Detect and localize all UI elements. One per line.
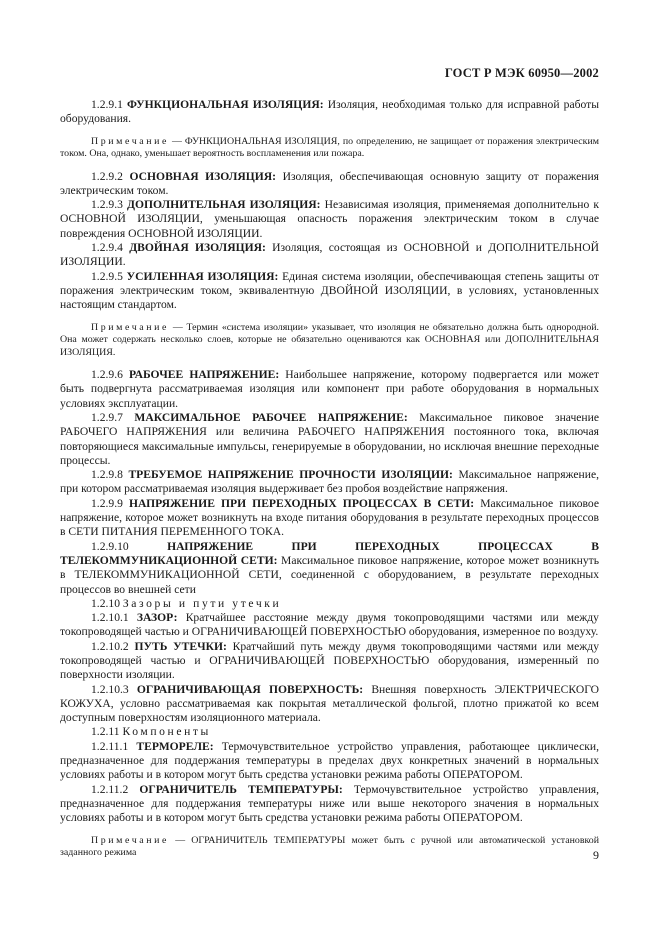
defined-term: ТЕРМОРЕЛЕ: — [136, 739, 214, 753]
clause-number: 1.2.9.5 — [91, 269, 123, 283]
definition-paragraph — [60, 740, 599, 783]
defined-term: НАПРЯЖЕНИЕ ПРИ ПЕРЕХОДНЫХ ПРОЦЕССАХ В ТЕЛЕКОММУНИКАЦИОННОЙ СЕТИ: — [60, 539, 599, 567]
definition-paragraph — [60, 170, 599, 199]
definition-text: Независимая изоляция, применяемая дополнительно к ОСНОВНОЙ ИЗОЛЯЦИИ, уменьшающая опасность поражения электрическим током в случае повреждения ОСНОВНОЙ ИЗОЛЯЦИИ. — [60, 198, 600, 240]
definition-paragraph — [60, 683, 599, 726]
definition-text: Максимальное пиковое значение РАБОЧЕГО НАПРЯЖЕНИЯ или величина РАБОЧЕГО НАПРЯЖЕНИЯ постоянного тока, включая повторяющиеся максимальные импульсы, генерируемые в оборудовании, но исключая внешние переходные процессы. — [60, 410, 599, 467]
clause-number: 1.2.9.6 — [91, 368, 123, 382]
definition-paragraph — [60, 241, 599, 270]
defined-term: ОГРАНИЧИТЕЛЬ ТЕМПЕРАТУРЫ: — [139, 782, 343, 796]
clause-number: 1.2.9.8 — [91, 468, 123, 482]
defined-term: ПУТЬ УТЕЧКИ: — [134, 639, 227, 653]
clause-number: 1.2.9.7 — [91, 410, 123, 424]
definition-paragraph — [60, 497, 599, 540]
definition-text: Термочувствительное устройство управления, предназначенное для поддержания температуры ниже или выше некоторого значения в нормальных условиях работы и в котором могут быть средства установки режима работы ОПЕРАТОРОМ. — [60, 782, 600, 825]
clause-number: 1.2.11.1 — [91, 739, 129, 753]
clause-number: 1.2.9.2 — [91, 169, 123, 183]
note — [60, 835, 599, 860]
defined-term: УСИЛЕННАЯ ИЗОЛЯЦИЯ: — [126, 269, 279, 283]
defined-term: РАБОЧЕЕ НАПРЯЖЕНИЕ: — [129, 368, 280, 382]
defined-term: ЗАЗОР: — [136, 611, 178, 625]
note — [60, 322, 599, 360]
definition-text: Наибольшее напряжение, которому подвергается или может быть подвергнута рассматриваемая изоляция или компонент при работе оборудования в нормальных условиях эксплуатации. — [60, 368, 600, 410]
definition-paragraph — [60, 540, 599, 597]
clause-number: 1.2.10.3 — [91, 682, 129, 696]
section-heading — [60, 597, 599, 611]
defined-term: ОСНОВНАЯ ИЗОЛЯЦИЯ: — [129, 169, 277, 183]
section-title: Зазоры и пути утечки — [122, 596, 282, 610]
definition-paragraph — [60, 98, 599, 127]
standard-header: ГОСТ Р МЭК 60950—2002 — [444, 66, 599, 80]
clause-number: 1.2.10.1 — [91, 611, 129, 625]
clause-number: 1.2.11.2 — [91, 782, 129, 796]
clause-number: 1.2.9.3 — [91, 198, 123, 212]
note-text: — ОГРАНИЧИТЕЛЬ ТЕМПЕРАТУРЫ может быть с ручной или автоматической установкой заданного режима — [60, 834, 599, 859]
definition-paragraph — [60, 611, 599, 640]
definition-text: Внешняя поверхность ЭЛЕКТРИЧЕСКОГО КОЖУХА, условно рассматриваемая как покрытая металлической фольгой, плотно прижатой ко всем доступным поверхностям изоляционного материала. — [60, 682, 599, 725]
note-text: — Термин «система изоляции» указывает, что изоляция не обязательно должна быть однородной. Она может содержать несколько слоев, которые не обязательно оцениваются как ОСНОВНАЯ или ДОПОЛНИТЕЛЬНАЯ ИЗОЛЯЦИЯ. — [60, 321, 600, 358]
definition-text: Максимальное напряжение, при котором рассматриваемая изоляция выдерживает без пробоя воздействие напряжения. — [60, 468, 600, 496]
defined-term: ДВОЙНАЯ ИЗОЛЯЦИЯ: — [129, 241, 266, 255]
definition-text: Термочувствительное устройство управления, работающее циклически, предназначенное для поддержания температуры в пределах двух конкретных значений в нормальных условиях работы и в котором могут быть средства установки режима работы ОПЕРАТОРОМ. — [60, 739, 599, 782]
defined-term: ДОПОЛНИТЕЛЬНАЯ ИЗОЛЯЦИЯ: — [127, 198, 321, 212]
note-label: Примечание — [91, 321, 170, 333]
definition-text: Изоляция, необходимая только для исправной работы оборудования. — [60, 98, 600, 126]
clause-number: 1.2.9.10 — [91, 539, 129, 553]
clause-number: 1.2.9.9 — [91, 496, 123, 510]
definition-paragraph — [60, 640, 599, 683]
section-number: 1.2.10 — [91, 596, 120, 610]
definition-text: Изоляция, обеспечивающая основную защиту от поражения электрическим током. — [60, 169, 600, 197]
definition-text: Кратчайший путь между двумя токопроводящими частями или между токопроводящей частью и ОГРАНИЧИВАЮЩЕЙ ПОВЕРХНОСТЬЮ оборудования, измеренный по поверхности изоляции. — [60, 639, 599, 682]
definition-paragraph — [60, 411, 599, 468]
definition-text: Максимальное пиковое напряжение, которое может возникнуть на входе питания оборудования в результате переходных процессов в СЕТИ ПИТАНИЯ ПЕРЕМЕННОГО ТОКА. — [60, 496, 600, 539]
definition-paragraph — [60, 468, 599, 497]
clause-number: 1.2.9.4 — [91, 241, 123, 255]
clause-number: 1.2.10.2 — [91, 639, 129, 653]
definition-paragraph — [60, 368, 599, 411]
note-label: Примечание — [91, 834, 170, 846]
defined-term: НАПРЯЖЕНИЕ ПРИ ПЕРЕХОДНЫХ ПРОЦЕССАХ В СЕТИ: — [128, 496, 475, 510]
defined-term: ТРЕБУЕМОЕ НАПРЯЖЕНИЕ ПРОЧНОСТИ ИЗОЛЯЦИИ: — [128, 468, 453, 482]
note — [60, 136, 599, 161]
defined-term: ФУНКЦИОНАЛЬНАЯ ИЗОЛЯЦИЯ: — [127, 98, 324, 111]
defined-term: МАКСИМАЛЬНОЕ РАБОЧЕЕ НАПРЯЖЕНИЕ: — [134, 410, 408, 424]
definition-paragraph — [60, 270, 599, 313]
definition-text: Изоляция, состоящая из ОСНОВНОЙ и ДОПОЛНИТЕЛЬНОЙ ИЗОЛЯЦИИ. — [60, 241, 599, 269]
definition-text: Единая система изоляции, обеспечивающая степень защиты от поражения электрическим током, эквивалентную ДВОЙНОЙ ИЗОЛЯЦИИ, в условиях, установленных настоящим стандартом. — [60, 269, 599, 312]
section-heading — [60, 725, 599, 739]
definition-paragraph — [60, 198, 599, 241]
definition-text: Кратчайшее расстояние между двумя токопроводящими частями или между токопроводящей частью и ОГРАНИЧИВАЮЩЕЙ ПОВЕРХНОСТЬЮ оборудования, измеренное по воздуху. — [60, 611, 599, 639]
defined-term: ОГРАНИЧИВАЮЩАЯ ПОВЕРХНОСТЬ: — [136, 682, 364, 696]
clause-number: 1.2.9.1 — [91, 98, 123, 111]
section-title: Компоненты — [122, 725, 211, 739]
page-number: 9 — [593, 848, 599, 862]
section-number: 1.2.11 — [91, 725, 120, 739]
definition-text: Максимальное пиковое напряжение, которое может возникнуть в ТЕЛЕКОММУНИКАЦИОННОЙ СЕТИ, соединенной с оборудованием, в результате переходных процессов во внешней сети — [60, 553, 599, 596]
document-body — [60, 98, 599, 869]
note-text: — ФУНКЦИОНАЛЬНАЯ ИЗОЛЯЦИЯ, по определению, не защищает от поражения электрическим током. Она, однако, уменьшает вероятность воспламенения или пожара. — [60, 135, 599, 160]
definition-paragraph — [60, 783, 599, 826]
note-label: Примечание — [91, 135, 170, 147]
